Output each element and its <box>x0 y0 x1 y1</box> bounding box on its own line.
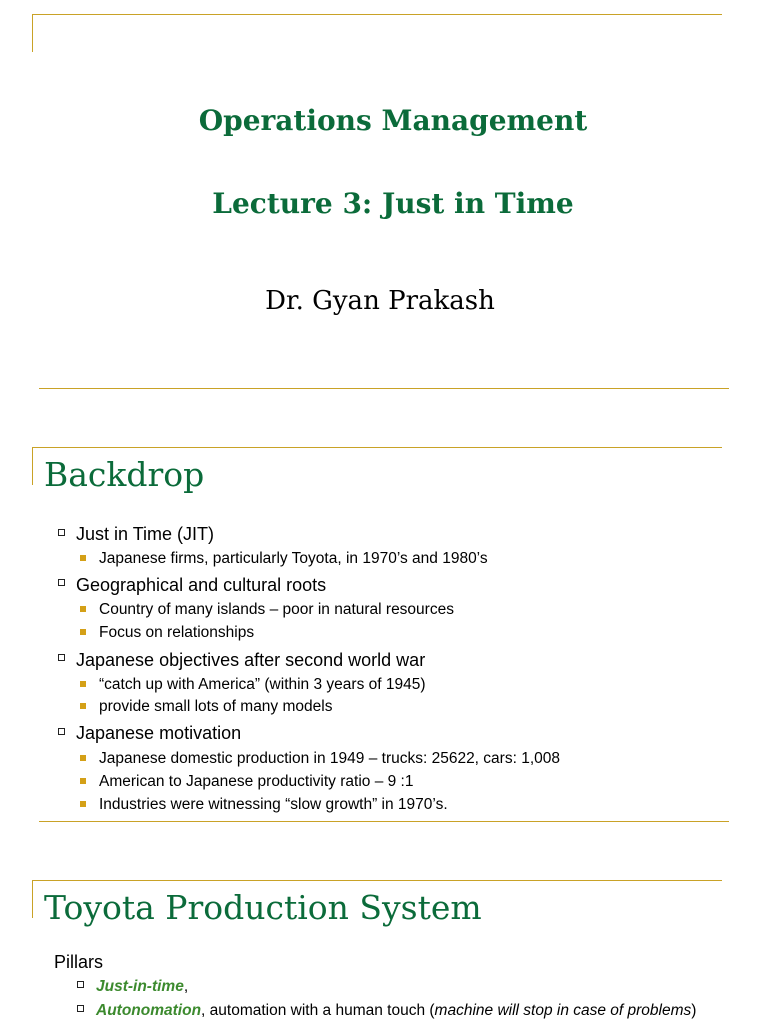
pillar-italic-note: machine will stop in case of problems <box>434 1002 692 1019</box>
gold-square-bullet-icon <box>80 801 86 807</box>
pillar-term: Autonomation <box>96 1002 202 1019</box>
gold-square-bullet-icon <box>80 606 86 612</box>
pillar-term: Just-in-time <box>96 978 184 995</box>
pillar-item <box>96 1002 696 1020</box>
slide-divider <box>39 821 729 822</box>
bullet-item: Japanese motivation <box>76 723 242 743</box>
author-name: Dr. Gyan Prakash <box>265 286 495 316</box>
hollow-square-bullet-icon <box>58 529 65 536</box>
lecture-subtitle: Lecture 3: Just in Time <box>212 187 574 220</box>
pillar-text: , <box>183 978 189 995</box>
slide-frame-left <box>32 447 33 485</box>
sub-bullet-item: “catch up with America” (within 3 years of 1945) <box>99 676 426 693</box>
slide-frame-left <box>32 14 33 52</box>
bullet-item: Geographical and cultural roots <box>76 575 327 595</box>
gold-square-bullet-icon <box>80 778 86 784</box>
slide-frame-top <box>32 447 722 448</box>
sub-bullet-item: provide small lots of many models <box>99 698 333 715</box>
presentation-title: Operations Management <box>198 104 588 137</box>
pillars-label: Pillars <box>54 952 104 972</box>
slide-frame-top <box>32 14 722 15</box>
slide-heading: Toyota Production System <box>44 888 482 927</box>
gold-square-bullet-icon <box>80 555 86 561</box>
sub-bullet-item: Industries were witnessing “slow growth” in 1970’s. <box>99 796 448 813</box>
gold-square-bullet-icon <box>80 703 86 709</box>
pillar-item <box>96 978 188 996</box>
sub-bullet-item: American to Japanese productivity ratio – 9 :1 <box>99 773 414 790</box>
gold-square-bullet-icon <box>80 755 86 761</box>
hollow-square-bullet-icon <box>58 654 65 661</box>
hollow-square-bullet-icon <box>77 981 84 988</box>
slide-frame-left <box>32 880 33 918</box>
gold-square-bullet-icon <box>80 629 86 635</box>
sub-bullet-item: Country of many islands – poor in natural resources <box>99 601 454 618</box>
hollow-square-bullet-icon <box>58 579 65 586</box>
pillar-close: ) <box>691 1002 697 1019</box>
slide-heading: Backdrop <box>44 455 205 494</box>
slide-divider <box>39 388 729 389</box>
bullet-item: Japanese objectives after second world war <box>76 650 426 670</box>
sub-bullet-item: Japanese domestic production in 1949 – trucks: 25622, cars: 1,008 <box>99 750 560 767</box>
slide-frame-top <box>32 880 722 881</box>
sub-bullet-item: Japanese firms, particularly Toyota, in 1970’s and 1980’s <box>99 550 488 567</box>
sub-bullet-item: Focus on relationships <box>99 624 255 641</box>
hollow-square-bullet-icon <box>77 1005 84 1012</box>
gold-square-bullet-icon <box>80 681 86 687</box>
hollow-square-bullet-icon <box>58 728 65 735</box>
bullet-item: Just in Time (JIT) <box>76 524 215 544</box>
pillar-text: , automation with a human touch ( <box>201 1002 435 1019</box>
